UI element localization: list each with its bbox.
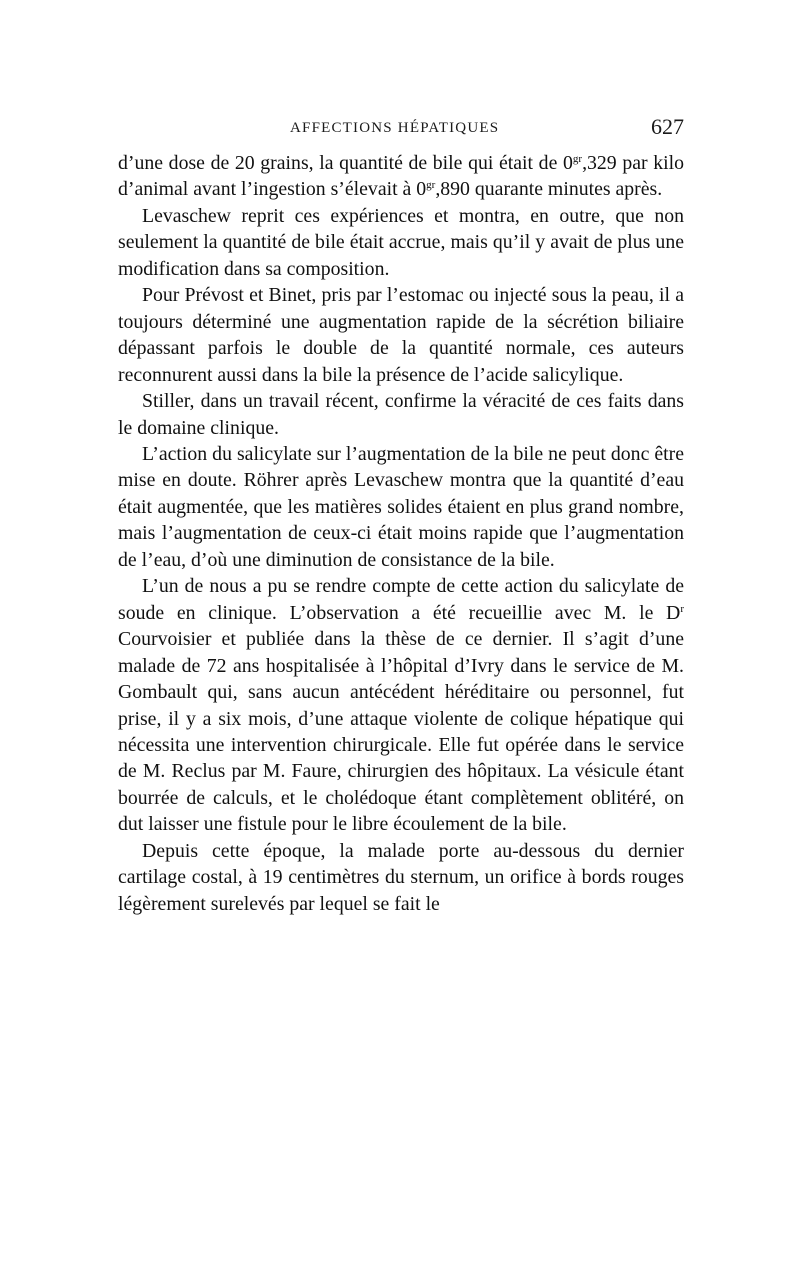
paragraph: [118, 573, 684, 838]
paragraph-text: Stiller, dans un travail récent, confirme la véracité de ces faits dans le domaine clinique.: [118, 390, 684, 439]
paragraph-text: d’une dose de 20 grains, la quantité de bile qui était de 0: [118, 152, 573, 174]
paragraph-text: L’action du salicylate sur l’augmentation de la bile ne peut donc être mise en doute. Röhrer après Levaschew montra que la quantité d’eau était augmentée, que les matières solides étaient en plus grand nombre, mais l’augmentation de ceux-ci était moins rapide que l’augmentation de l’eau, d’où une diminution de consistance de la bile.: [118, 442, 684, 571]
superscript-text: r: [680, 602, 684, 615]
paragraph: [118, 441, 684, 573]
body-text: [118, 150, 684, 917]
paragraph: [118, 388, 684, 441]
paragraph: [118, 150, 684, 203]
running-head: AFFECTIONS HÉPATIQUES: [290, 120, 500, 136]
paragraph: [118, 282, 684, 388]
paragraph: [118, 838, 684, 917]
superscript-text: gr: [426, 179, 436, 192]
paragraph-text: ,890 quarante minutes après.: [435, 178, 663, 201]
page-header: [118, 116, 684, 146]
paragraph: [118, 203, 684, 282]
paragraph-text: Pour Prévost et Binet, pris par l’estomac ou injecté sous la peau, il a toujours déterminé une augmentation rapide de la sécrétion biliaire dépassant parfois le double de la quantité normale, ces auteurs reconnurent aussi dans la bile la présence de l’acide salicylique.: [118, 284, 684, 386]
superscript-text: gr: [572, 153, 583, 165]
paragraph-text: Levaschew reprit ces expériences et montra, en outre, que non seulement la quantité de bile était accrue, mais qu’il y avait de plus une modification dans sa composition.: [118, 204, 684, 280]
paragraph-text: Depuis cette époque, la malade porte au-dessous du dernier cartilage costal, à 19 centimètres du sternum, un orifice à bords rouges légèrement surelevés par lequel se fait le: [118, 839, 684, 915]
paragraph-text: Courvoisier et publiée dans la thèse de ce dernier. Il s’agit d’une malade de 72 ans hospitalisée à l’hôpital d’Ivry dans le service de M. Gombault qui, sans aucun antécédent héréditaire ou personnel, fut prise, il y a six mois, d’une attaque violente de colique hépatique qui nécessita une intervention chirurgicale. Elle fut opérée dans le service de M. Reclus par M. Faure, chirurgien des hôpitaux. La vésicule étant bourrée de calculs, et le cholédoque étant complètement oblitéré, on dut laisser une fistule pour le libre écoulement de la bile.: [118, 628, 684, 836]
paragraph-text: L’un de nous a pu se rendre compte de cette action du salicylate de soude en clinique. L’observation a été recueillie avec M. le D: [118, 575, 684, 624]
paragraph-text: ,329 par kilo d’animal avant l’ingestion s’élevait à 0: [118, 152, 684, 201]
page-number: 627: [651, 114, 684, 139]
